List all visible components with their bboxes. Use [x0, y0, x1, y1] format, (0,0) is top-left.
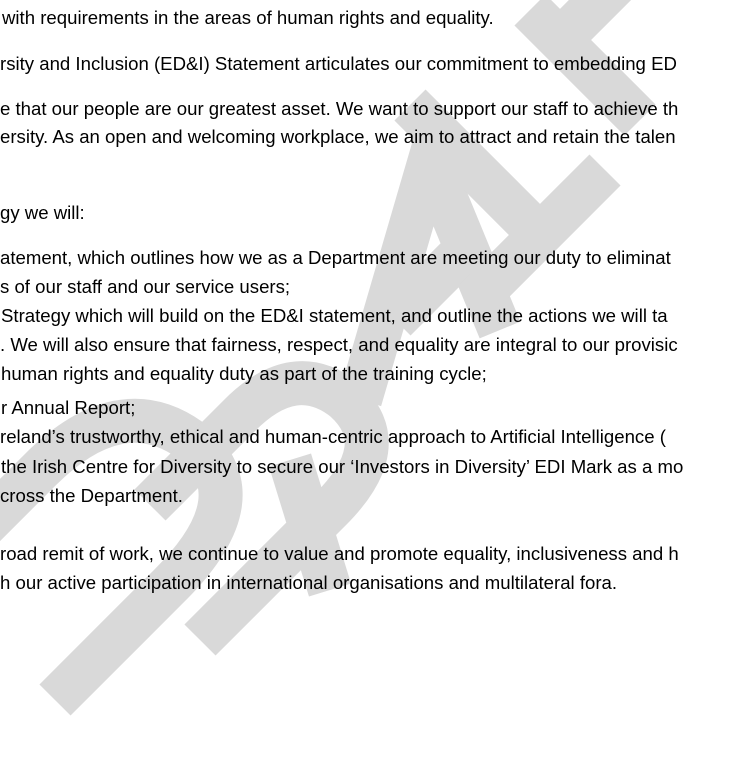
- text-line-10: human rights and equality duty as part of the training cycle;: [1, 363, 487, 384]
- text-line-12: reland’s trustworthy, ethical and human-centric approach to Artificial Intelligence (: [0, 426, 666, 447]
- text-line-7: s of our staff and our service users;: [0, 276, 291, 297]
- text-line-11: r Annual Report;: [1, 397, 136, 418]
- text-line-4: ersity. As an open and welcoming workplace, we aim to attract and retain the talen: [0, 126, 676, 147]
- text-line-14: cross the Department.: [0, 485, 183, 506]
- text-line-3: e that our people are our greatest asset. We want to support our staff to achieve th: [0, 98, 679, 119]
- text-line-13: the Irish Centre for Diversity to secure our ‘Investors in Diversity’ EDI Mark as a mo: [1, 456, 684, 477]
- text-line-8: Strategy which will build on the ED&I statement, and outline the actions we will ta: [1, 305, 668, 326]
- text-line-5: gy we will:: [0, 202, 85, 223]
- text-line-2: rsity and Inclusion (ED&I) Statement articulates our commitment to embedding ED: [0, 53, 677, 74]
- text-line-15: road remit of work, we continue to value and promote equality, inclusiveness and h: [0, 543, 679, 564]
- text-line-16: h our active participation in international organisations and multilateral fora.: [0, 572, 618, 593]
- text-line-6: atement, which outlines how we as a Department are meeting our duty to eliminat: [0, 247, 671, 268]
- text-line-1: with requirements in the areas of human rights and equality.: [2, 7, 494, 28]
- text-line-9: . We will also ensure that fairness, respect, and equality are integral to our provisic: [0, 334, 678, 355]
